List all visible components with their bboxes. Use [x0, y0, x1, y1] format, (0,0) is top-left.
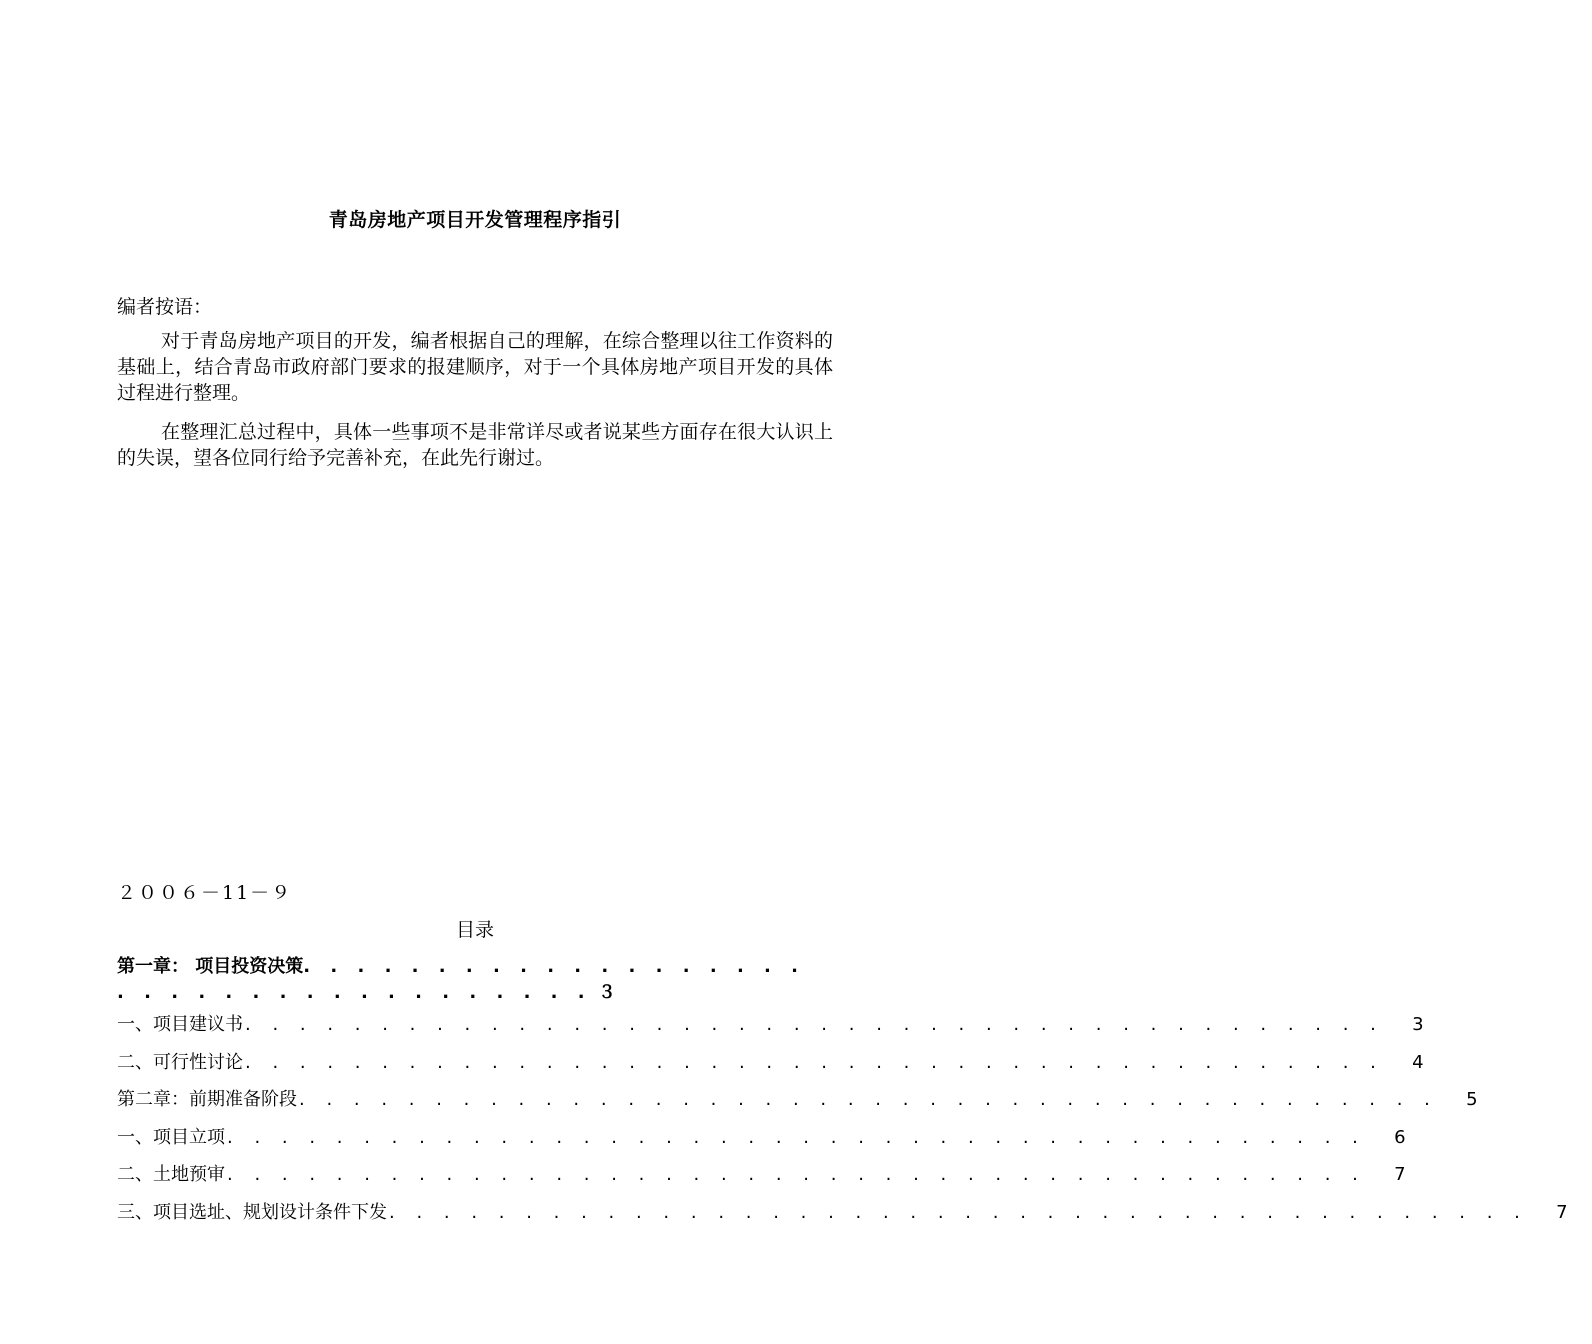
toc-entry[interactable] [117, 1044, 1424, 1082]
toc-entry-label: 三、项目选址、规划设计条件下发 [117, 1201, 387, 1223]
toc-entry-label: 二、可行性讨论 [117, 1051, 243, 1073]
toc-entry[interactable] [117, 1194, 1568, 1232]
paragraph-1: 对于青岛房地产项目的开发，编者根据自己的理解，在综合整理以往工作资料的基础上，结合青岛市政府部门要求的报建顺序，对于一个具体房地产项目开发的具体过程进行整理。 [117, 330, 833, 404]
toc-entry-chapter-1[interactable] [117, 954, 817, 1006]
toc-page-number: 7 [1394, 1164, 1406, 1185]
toc-entry[interactable] [117, 1006, 1424, 1044]
toc-page-number: 6 [1394, 1126, 1406, 1148]
toc-entry-label: 二、土地预审 [117, 1164, 225, 1185]
toc-leader: . . . . . . . . . . . . . . . . . . . . . . . . . . . . . . . . . . . . . . . . . . [389, 1201, 1528, 1223]
document-date: ２００６－11－９ [117, 882, 293, 904]
toc-page-number: 5 [1466, 1089, 1478, 1110]
editor-note-label: 编者按语： [117, 296, 213, 318]
toc-page-number: 4 [1412, 1051, 1424, 1073]
toc-page-number: 7 [1556, 1201, 1568, 1223]
toc-entry[interactable] [117, 1119, 1406, 1157]
toc-leader: . . . . . . . . . . . . . . . . . . . . . . . . . . . . . . . . . . . . . . . . . . [227, 1164, 1366, 1185]
toc-page-number: 3 [1412, 1014, 1424, 1035]
toc-leader: . . . . . . . . . . . . . . . . . . . . . . . . . . . . . . . . . . . . . . . . . . [245, 1014, 1384, 1035]
toc-entry[interactable] [117, 1081, 1478, 1119]
table-of-contents [117, 954, 1568, 1231]
toc-entry[interactable] [117, 1156, 1406, 1194]
toc-leader: . . . . . . . . . . . . . . . . . . . . . . . . . . . . . . . . . . . . . [117, 956, 805, 1003]
toc-entry-label: 第二章：前期准备阶段 [117, 1089, 297, 1110]
toc-leader: . . . . . . . . . . . . . . . . . . . . . . . . . . . . . . . . . . . . . . . . . . [299, 1089, 1438, 1110]
toc-title: 目录 [455, 919, 494, 941]
paragraph-2: 在整理汇总过程中，具体一些事项不是非常详尽或者说某些方面存在很大认识上的失误，望各位同行给予完善补充，在此先行谢过。 [117, 421, 833, 469]
toc-entry-label: 一、项目建议书 [117, 1014, 243, 1035]
toc-leader: . . . . . . . . . . . . . . . . . . . . . . . . . . . . . . . . . . . . . . . . . . [227, 1126, 1366, 1148]
toc-entry-label: 第一章： 项目投资决策 [117, 956, 304, 977]
toc-entry-label: 一、项目立项 [117, 1126, 225, 1148]
toc-leader: . . . . . . . . . . . . . . . . . . . . . . . . . . . . . . . . . . . . . . . . . . [245, 1051, 1384, 1073]
toc-page-number: ３ [597, 982, 616, 1003]
document-title: 青岛房地产项目开发管理程序指引 [328, 209, 622, 231]
